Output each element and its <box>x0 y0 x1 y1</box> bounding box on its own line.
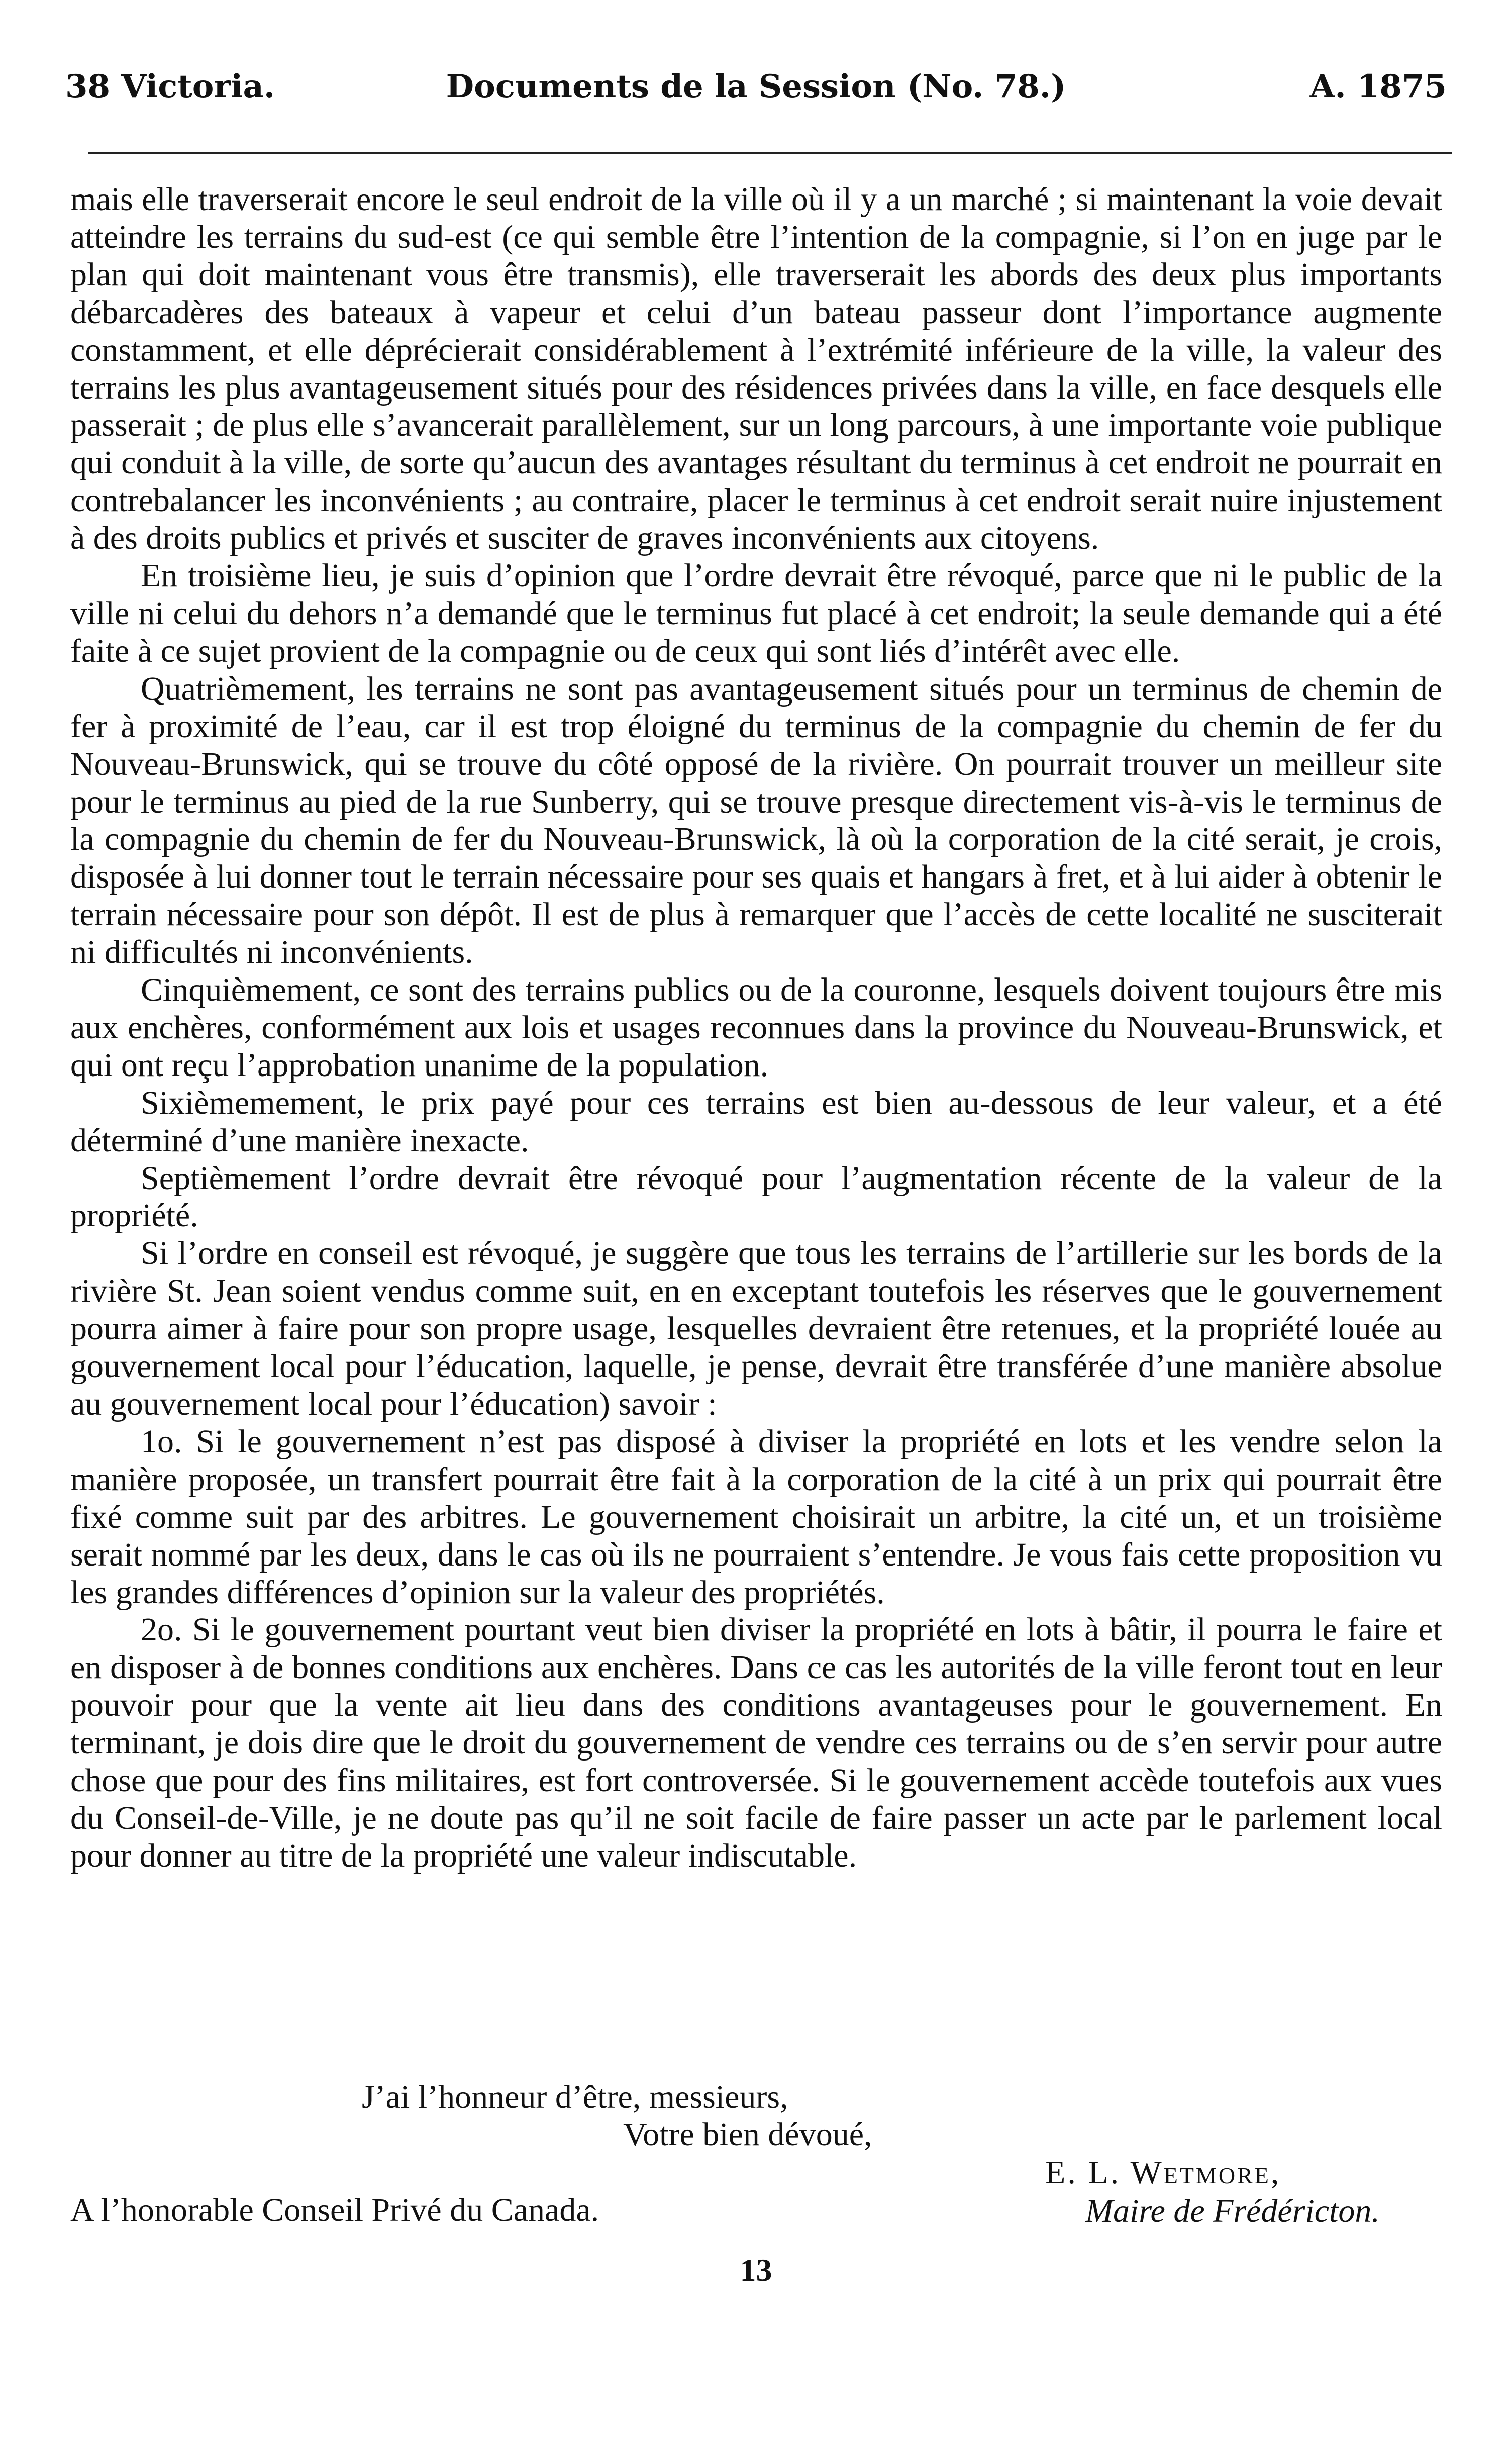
header-document-title: Documents de la Session (No. 78.) <box>446 68 1066 106</box>
paragraph-proposal: Si l’ordre en conseil est révoqué, je suggère que tous les terrains de l’artillerie sur les bords de la rivière St. Jean soient vendus comme suit, en en exceptant toutefois les réserves que le gouvernement pourra aimer à faire pour son propre usage, lesquelles devraient être retenues, et la propriété louée au gouvernement local pour l’éducation, laquelle, je pense, devrait être transférée d’une manière absolue au gouvernement local pour l’éducation) savoir : <box>70 1235 1442 1422</box>
addressee: A l’honorable Conseil Privé du Canada. <box>70 2192 599 2228</box>
paragraph-continued: mais elle traverserait encore le seul endroit de la ville où il y a un marché ; si maintenant la voie devait atteindre les terrains du sud-est (ce qui semble être l’intention de la compagnie, si l’on en juge par le plan qui doit maintenant vous être transmis), elle traverserait les abords des deux plus importants débarcadères des bateaux à vapeur et celui d’un bateau passeur dont l’importance augmente constamment, et elle déprécierait considérablement à l’extrémité inférieure de la ville, la valeur des terrains les plus avantageusement situés pour des résidences privées dans la ville, en face desquels elle passerait ; de plus elle s’avancerait parallèlement, sur un long parcours, à une importante voie publique qui conduit à la ville, de sorte qu’aucun des avantages résultant du terminus à cet endroit ne pourrait en contrebalancer les inconvénients ; au contraire, placer le terminus à cet endroit serait nuire injustement à des droits publics et privés et susciter de graves inconvénients aux citoyens. <box>70 181 1442 557</box>
signature-title: Maire de Frédéricton. <box>1085 2193 1380 2229</box>
paragraph-option-one: 1o. Si le gouvernement n’est pas disposé à diviser la propriété en lots et les vendre selon la manière proposée, un transfert pourrait être fait à la corporation de la cité à un prix qui pourrait être fixé comme suit par des arbitres. Le gouvernement choisirait un arbitre, la cité un, et un troisième serait nommé par les deux, dans le cas où ils ne pourraient s’entendre. Je vous fais cette proposition vu les grandes différences d’opinion sur la valeur des propriétés. <box>70 1423 1442 1611</box>
letter-body <box>70 181 1442 1875</box>
paragraph-seventh-point: Septièmement l’ordre devrait être révoqué pour l’augmentation récente de la valeur de la propriété. <box>70 1159 1442 1234</box>
paragraph-sixth-point: Sixièmemement, le prix payé pour ces terrains est bien au-dessous de leur valeur, et a été déterminé d’une manière inexacte. <box>70 1084 1442 1159</box>
paragraph-third-point: En troisième lieu, je suis d’opinion que l’ordre devrait être révoqué, parce que ni le public de la ville ni celui du dehors n’a demandé que le terminus fut placé à cet endroit; la seule demande qui a été faite à ce sujet provient de la compagnie ou de ceux qui sont liés d’intérêt avec elle. <box>70 557 1442 669</box>
closing-salutation: J’ai l’honneur d’être, messieurs, <box>362 2079 788 2115</box>
page-number: 13 <box>740 2252 772 2288</box>
paragraph-option-two: 2o. Si le gouvernement pourtant veut bien diviser la propriété en lots à bâtir, il pourra le faire et en disposer à de bonnes conditions aux enchères. Dans ce cas les autorités de la ville feront tout en leur pouvoir pour que la vente ait lieu dans des conditions avantageuses pour le gouvernement. En terminant, je dois dire que le droit du gouvernement de vendre ces terrains ou de s’en servir pour autre chose que pour des fins militaires, est fort controversée. Si le gouvernement accède toutefois aux vues du Conseil-de-Ville, je ne doute pas qu’il ne soit facile de faire passer un acte par le parlement local pour donner au titre de la propriété une valeur indiscutable. <box>70 1611 1442 1874</box>
header-session-year: 38 Victoria. <box>65 68 275 106</box>
signature-name: E. L. Wetmore, <box>1045 2154 1281 2191</box>
closing-valediction: Votre bien dévoué, <box>623 2116 872 2153</box>
paragraph-fifth-point: Cinquièmement, ce sont des terrains publics ou de la couronne, lesquels doivent toujours être mis aux enchères, conformément aux lois et usages reconnues dans la province du Nouveau-Brunswick, et qui ont reçu l’approbation unanime de la population. <box>70 971 1442 1084</box>
header-annual-volume: A. 1875 <box>1309 68 1447 106</box>
header-rule <box>88 152 1452 158</box>
page-header <box>65 53 1447 113</box>
paragraph-fourth-point: Quatrièmement, les terrains ne sont pas avantageusement situés pour un terminus de chemin de fer à proximité de l’eau, car il est trop éloigné du terminus de la compagnie du chemin de fer du Nouveau-Brunswick, qui se trouve du côté opposé de la rivière. On pourrait trouver un meilleur site pour le terminus au pied de la rue Sunberry, qui se trouve presque directement vis-à-vis le terminus de la compagnie du chemin de fer du Nouveau-Brunswick, là où la corporation de la cité serait, je crois, disposée à lui donner tout le terrain nécessaire pour ses quais et hangars à fret, et à lui aider à obtenir le terrain nécessaire pour son dépôt. Il est de plus à remarquer que l’accès de cette localité ne susciterait ni difficultés ni inconvénients. <box>70 670 1442 971</box>
